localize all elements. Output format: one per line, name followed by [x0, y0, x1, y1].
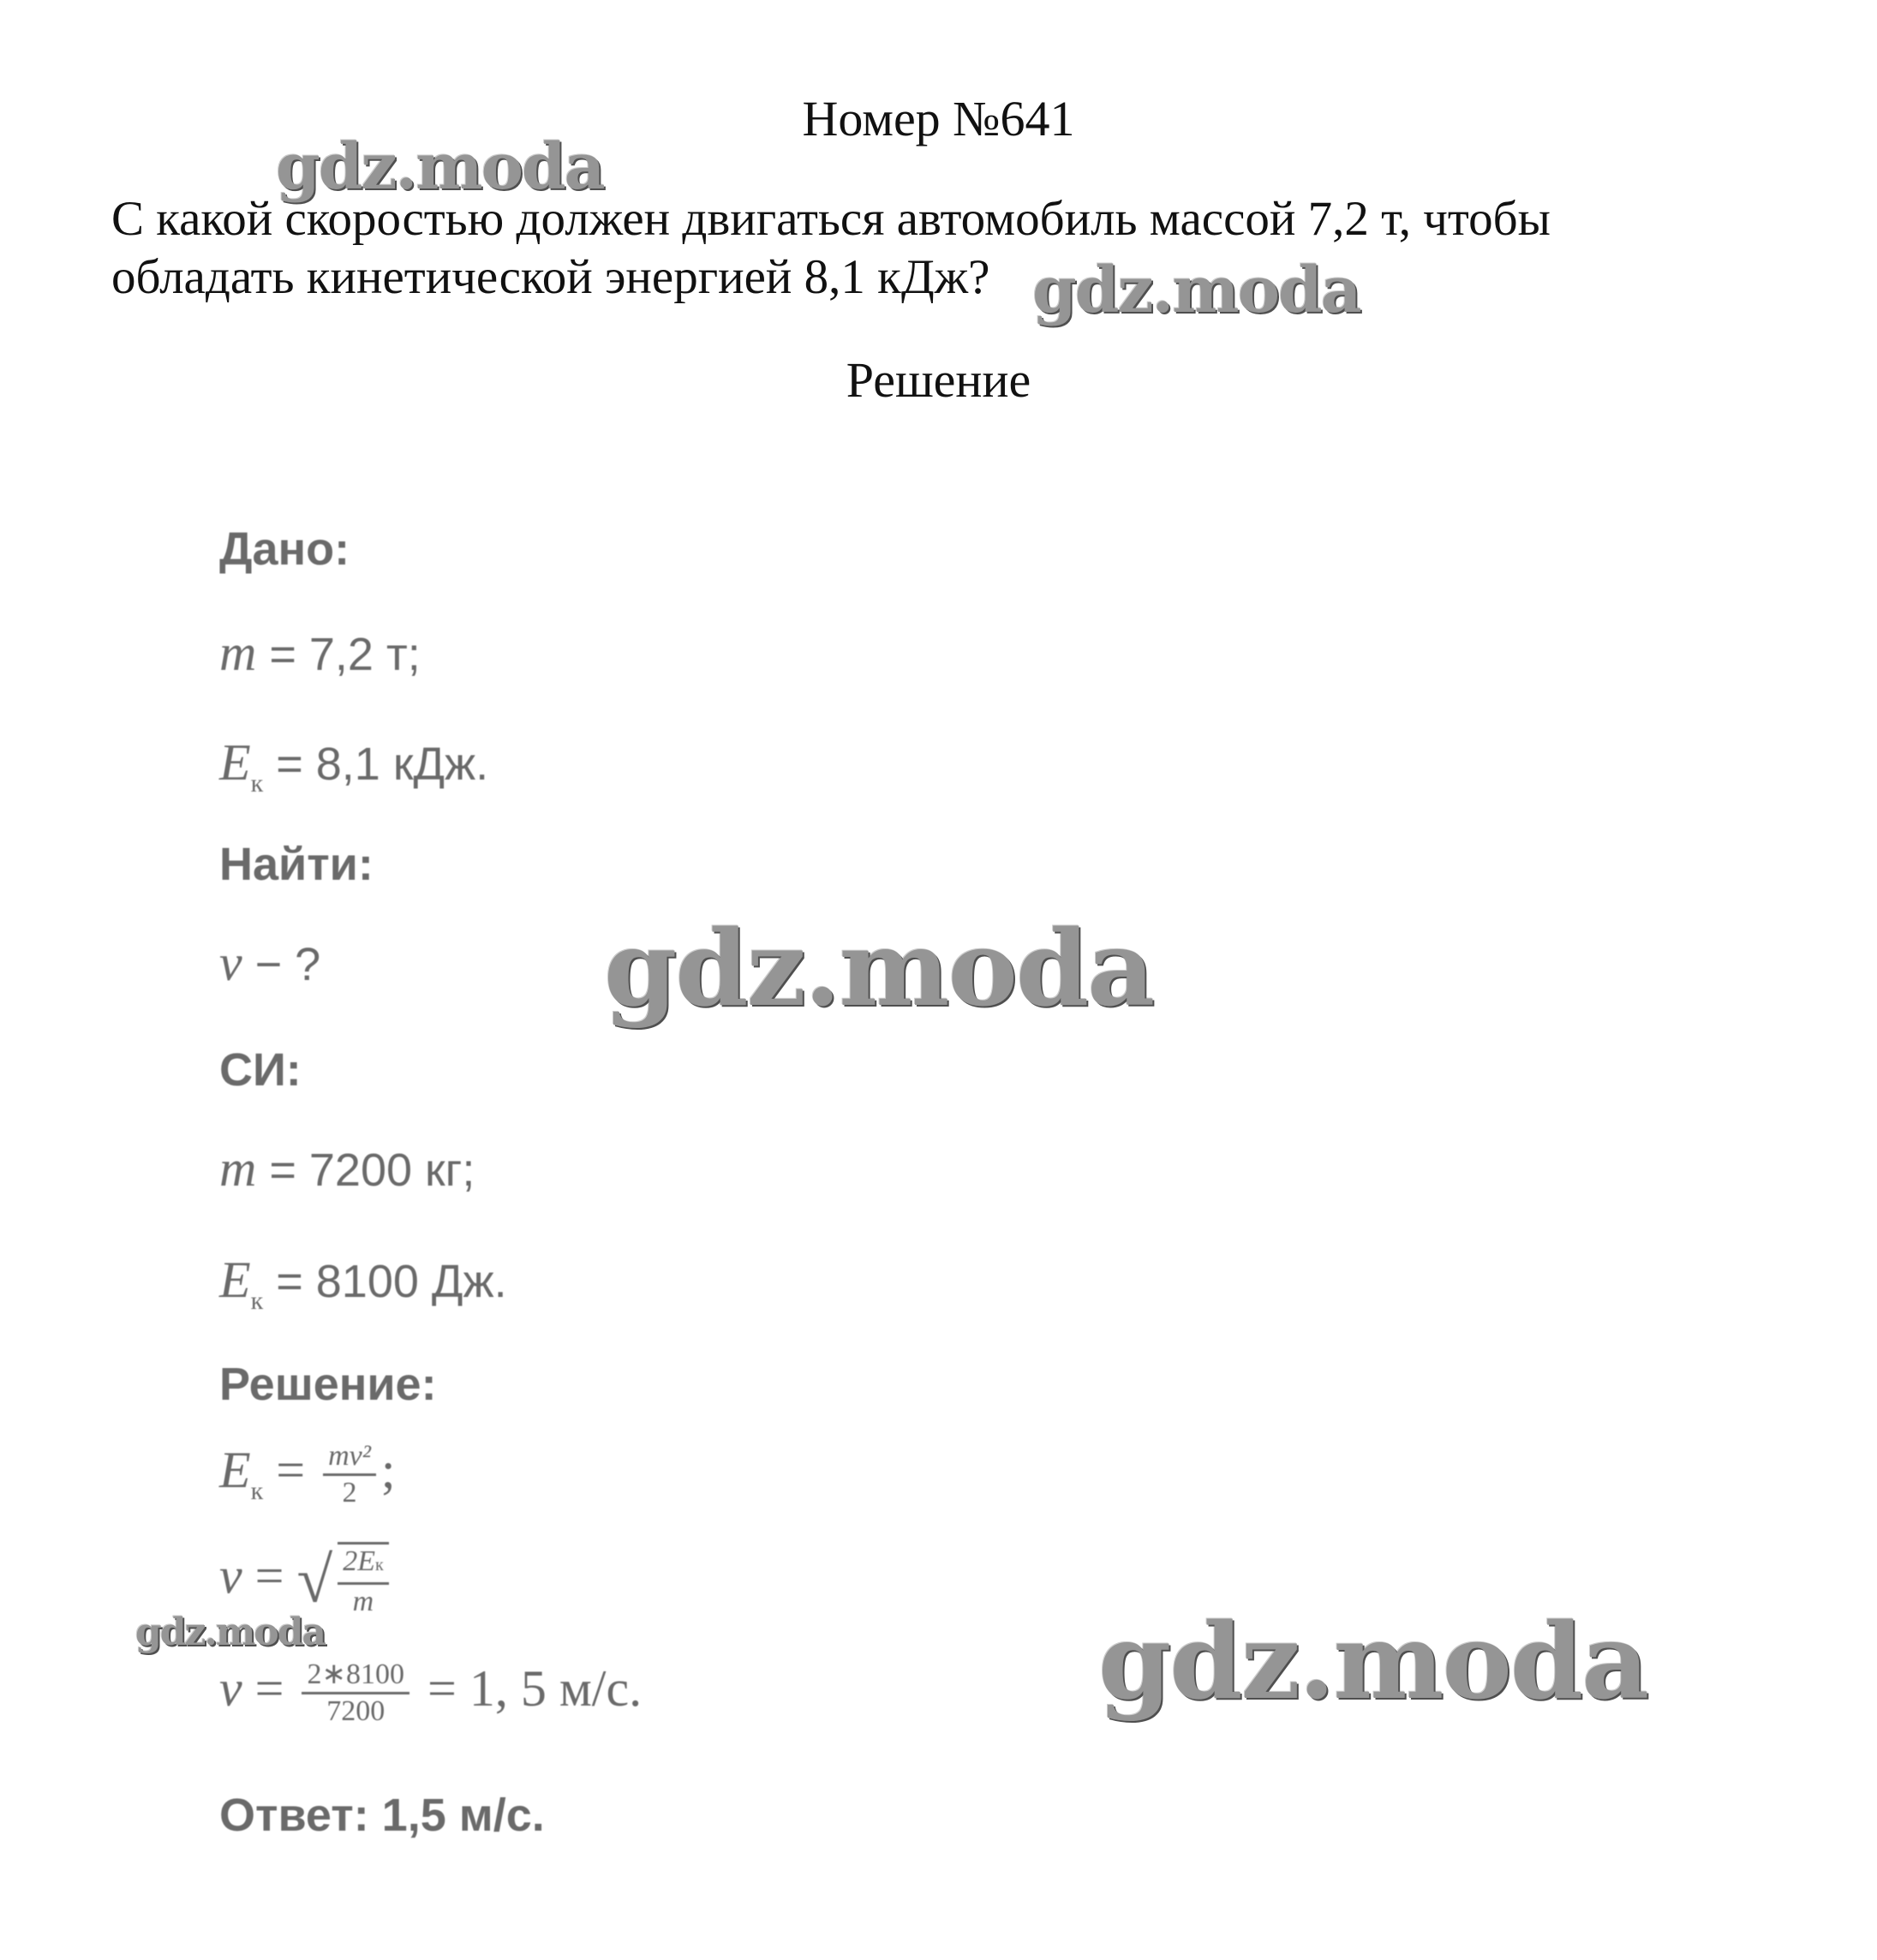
num-2e: 2E	[343, 1545, 375, 1577]
var-m: m	[219, 624, 257, 681]
fraction	[323, 1439, 376, 1510]
si-energy-value: = 8100 Дж.	[263, 1256, 507, 1307]
formula-velocity	[219, 1542, 394, 1619]
sub-k: к	[250, 1476, 264, 1505]
denominator: 7200	[326, 1695, 386, 1727]
var-v: v	[219, 1547, 242, 1604]
given-label: Дано:	[219, 523, 350, 575]
var-e: E	[219, 1441, 251, 1498]
task-line-1: С какой скоростью должен двигаться автомобиль массой 7,2 т, чтобы	[111, 192, 1551, 246]
numerator: 2∗8100	[302, 1658, 409, 1694]
fraction	[302, 1658, 409, 1729]
num-sub-k: к	[374, 1556, 384, 1575]
var-v: v	[219, 1659, 242, 1717]
denominator: m	[352, 1586, 374, 1617]
task-line-2: обладать кинетической энергией 8,1 кДж?	[111, 250, 990, 304]
var-e: E	[219, 734, 251, 791]
watermark: gdz.moda	[1098, 1599, 1648, 1723]
given-mass	[219, 624, 421, 683]
result-value: = 1, 5 м/с.	[414, 1659, 643, 1717]
var-e: E	[219, 1252, 251, 1308]
sub-k: к	[250, 1287, 264, 1315]
denominator: 2	[342, 1477, 357, 1509]
fraction	[338, 1542, 389, 1619]
equals: =	[263, 1441, 319, 1498]
solve-label: Решение:	[219, 1359, 437, 1410]
var-v: v	[219, 935, 242, 991]
solution-heading: Решение	[846, 352, 1031, 408]
find-label: Найти:	[219, 839, 374, 890]
semicolon: ;	[380, 1441, 396, 1498]
numerator: mv²	[323, 1439, 376, 1476]
page-title: Номер №641	[802, 91, 1075, 146]
si-label: СИ:	[219, 1044, 302, 1096]
answer: Ответ: 1,5 м/с.	[219, 1790, 545, 1841]
watermark: gdz.moda	[276, 130, 604, 204]
watermark: gdz.moda	[604, 906, 1154, 1030]
sqrt-icon: √	[296, 1544, 333, 1616]
si-energy	[219, 1251, 507, 1316]
task-text	[111, 190, 1808, 307]
find-velocity-rest: − ?	[242, 939, 321, 990]
equals: =	[242, 1659, 297, 1717]
var-m: m	[219, 1140, 257, 1197]
given-energy	[219, 733, 488, 798]
si-mass	[219, 1139, 475, 1198]
watermark: gdz.moda	[1032, 254, 1360, 327]
given-mass-value: = 7,2 т;	[256, 629, 421, 680]
given-energy-value: = 8,1 кДж.	[263, 738, 489, 790]
equals: =	[242, 1547, 297, 1604]
sub-k: к	[250, 769, 264, 798]
watermark: gdz.moda	[135, 1610, 326, 1654]
formula-result	[219, 1658, 642, 1729]
numerator	[338, 1545, 389, 1585]
si-mass-value: = 7200 кг;	[256, 1144, 475, 1196]
formula-kinetic-energy	[219, 1439, 396, 1510]
find-velocity	[219, 934, 320, 993]
